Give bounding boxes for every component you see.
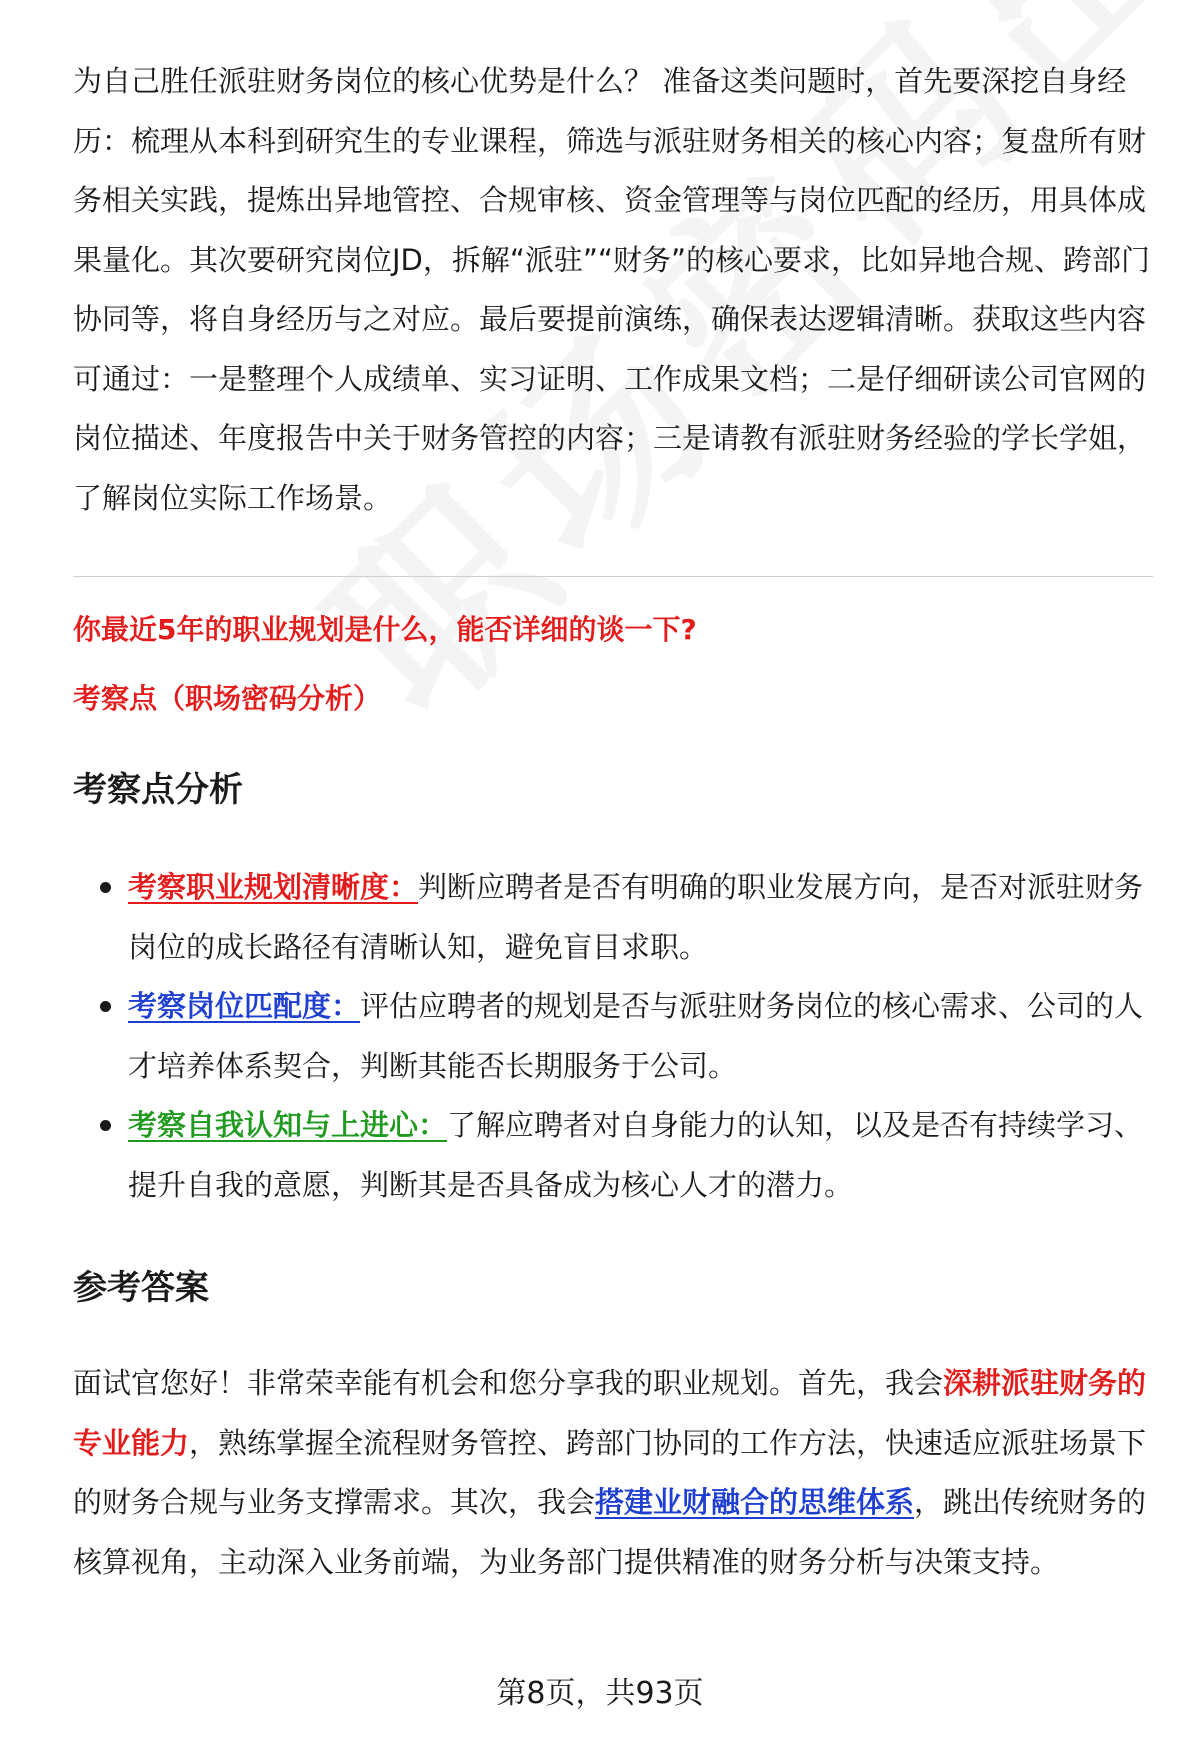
analysis-heading: 考察点分析 <box>73 770 243 810</box>
answer-paragraph <box>73 1354 1153 1592</box>
analysis-item-clarity <box>73 858 1153 977</box>
page-number: 第8页，共93页 <box>496 1676 704 1711</box>
analysis-text: 评估应聘者的规划是否与派驻财务岗位的核心需求、公司的人才培养体系契合，判断其能否长期服务于公司。 <box>128 989 1144 1083</box>
bullet-dot-icon <box>100 1001 111 1012</box>
answer-text: ，熟练掌握全流程财务管控、跨部门协同的工作方法，快速适应派驻场景下的财务合规与业务支撑需求。其次，我会 <box>73 1425 1147 1519</box>
answer-highlight: 搭建业财融合的思维体系 <box>595 1485 915 1519</box>
analysis-item-fit <box>73 977 1153 1096</box>
answer-text: ，跳出传统财务的核算视角，主动深入业务前端，为业务部门提供精准的财务分析与决策支持。 <box>73 1485 1147 1579</box>
bullet-dot-icon <box>100 882 111 893</box>
analysis-text: 判断应聘者是否有明确的职业发展方向，是否对派驻财务岗位的成长路径有清晰认知，避免盲目求职。 <box>128 870 1144 964</box>
bullet-dot-icon <box>100 1120 111 1131</box>
intro-paragraph: 为自己胜任派驻财务岗位的核心优势是什么？ 准备这类问题时，首先要深挖自身经历：梳理从本科到研究生的专业课程，筛选与派驻财务相关的核心内容；复盘所有财务相关实践，提炼出异地管控、合规审核、资金管理等与岗位匹配的经历，用具体成果量化。其次要研究岗位JD，拆解“派驻”“财务”的核心要求，比如异地合规、跨部门协同等，将自身经历与之对应。最后要提前演练，确保表达逻辑清晰。获取这些内容可通过：一是整理个人成绩单、实习证明、工作成果文档；二是仔细研读公司官网的岗位描述、年度报告中关于财务管控的内容；三是请教有派驻财务经验的学长学姐，了解岗位实际工作场景。 <box>73 64 1150 515</box>
question-title: 你最近5年的职业规划是什么，能否详细的谈一下? <box>73 613 697 646</box>
analysis-keyword: 考察职业规划清晰度： <box>128 870 419 904</box>
answer-heading: 参考答案 <box>73 1268 209 1308</box>
answer-highlight: 深耕派驻财务的专业能力 <box>73 1366 1147 1460</box>
analysis-text: 了解应聘者对自身能力的认知，以及是否有持续学习、提升自我的意愿，判断其是否具备成为核心人才的潜力。 <box>128 1108 1144 1202</box>
analysis-item-self-awareness <box>73 1096 1153 1215</box>
analysis-keyword: 考察自我认知与上进心： <box>128 1108 448 1142</box>
analysis-list <box>73 858 1153 1215</box>
question-subtitle: 考察点（职场密码分析） <box>73 682 382 715</box>
section-divider <box>73 576 1153 577</box>
answer-text: 面试官您好！非常荣幸能有机会和您分享我的职业规划。首先，我会 <box>73 1366 944 1400</box>
analysis-keyword: 考察岗位匹配度： <box>128 989 361 1023</box>
